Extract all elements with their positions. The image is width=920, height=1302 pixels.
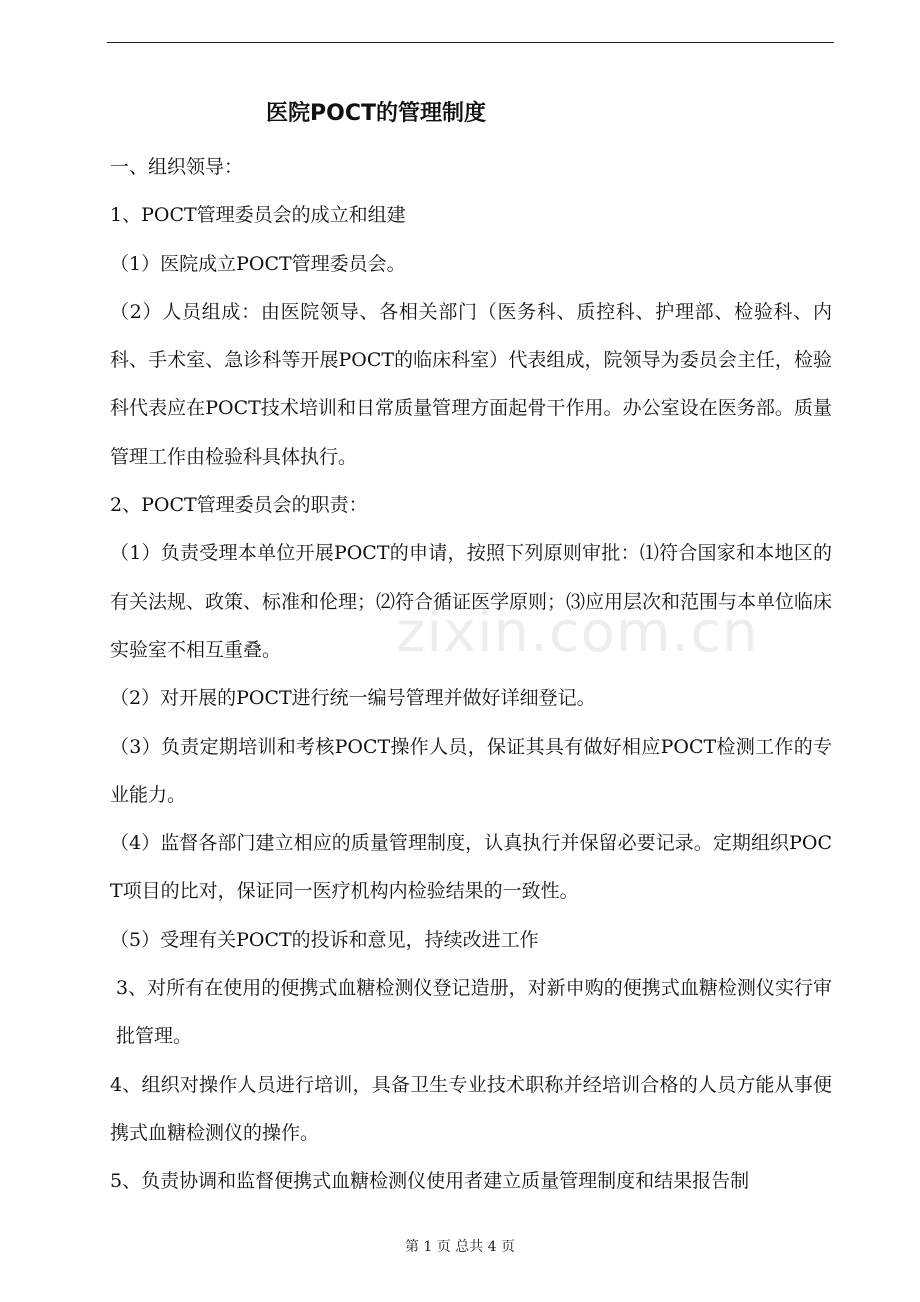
item-2-sub-2: （2）对开展的POCT进行统一编号管理并做好详细登记。 bbox=[110, 687, 596, 710]
item-1-sub-2: （2）人员组成：由医院领导、各相关部门（医务科、质控科、护理部、检验科、内科、手术室、急诊科等开展POCT的临床科室）代表组成，院领导为委员会主任，检验科代表应在POCT技术培训和日常质量管理方面起骨干作用。办公室设在医务部。质量管理工作由检验科具体执行。 bbox=[110, 300, 832, 468]
item-2-sub-1: （1）负责受理本单位开展POCT的申请，按照下列原则审批：⑴符合国家和本地区的有关法规、政策、标准和伦理；⑵符合循证医学原则；⑶应用层次和范围与本单位临床实验室不相互重叠。 bbox=[110, 542, 833, 661]
document-body bbox=[110, 143, 832, 1206]
item-3: 3、对所有在使用的便携式血糖检测仪登记造册，对新申购的便携式血糖检测仪实行审批管理。 bbox=[116, 977, 832, 1048]
document-title: 医院POCT的管理制度 bbox=[266, 101, 486, 126]
item-5: 5、负责协调和监督便携式血糖检测仪使用者建立质量管理制度和结果报告制 bbox=[110, 1170, 750, 1193]
item-4: 4、组织对操作人员进行培训，具备卫生专业技术职称并经培训合格的人员方能从事便携式血糖检测仪的操作。 bbox=[110, 1073, 832, 1144]
item-1-sub-1: （1）医院成立POCT管理委员会。 bbox=[110, 252, 406, 275]
item-1-heading: 1、POCT管理委员会的成立和组建 bbox=[110, 204, 406, 227]
item-2-heading: 2、POCT管理委员会的职责： bbox=[110, 494, 368, 517]
header-rule bbox=[107, 42, 834, 43]
section-heading-organization: 一、组织领导： bbox=[110, 156, 244, 178]
page-footer: 第 1 页 总共 4 页 bbox=[404, 1239, 516, 1255]
item-2-sub-5: （5）受理有关POCT的投诉和意见，持续改进工作 bbox=[110, 928, 539, 951]
item-2-sub-3: （3）负责定期培训和考核POCT操作人员，保证其具有做好相应POCT检测工作的专业能力。 bbox=[110, 735, 832, 806]
item-2-sub-4: （4）监督各部门建立相应的质量管理制度，认真执行并保留必要记录。定期组织POCT项目的比对，保证同一医疗机构内检验结果的一致性。 bbox=[110, 832, 832, 903]
watermark-text: zixin.com.cn bbox=[396, 600, 759, 665]
